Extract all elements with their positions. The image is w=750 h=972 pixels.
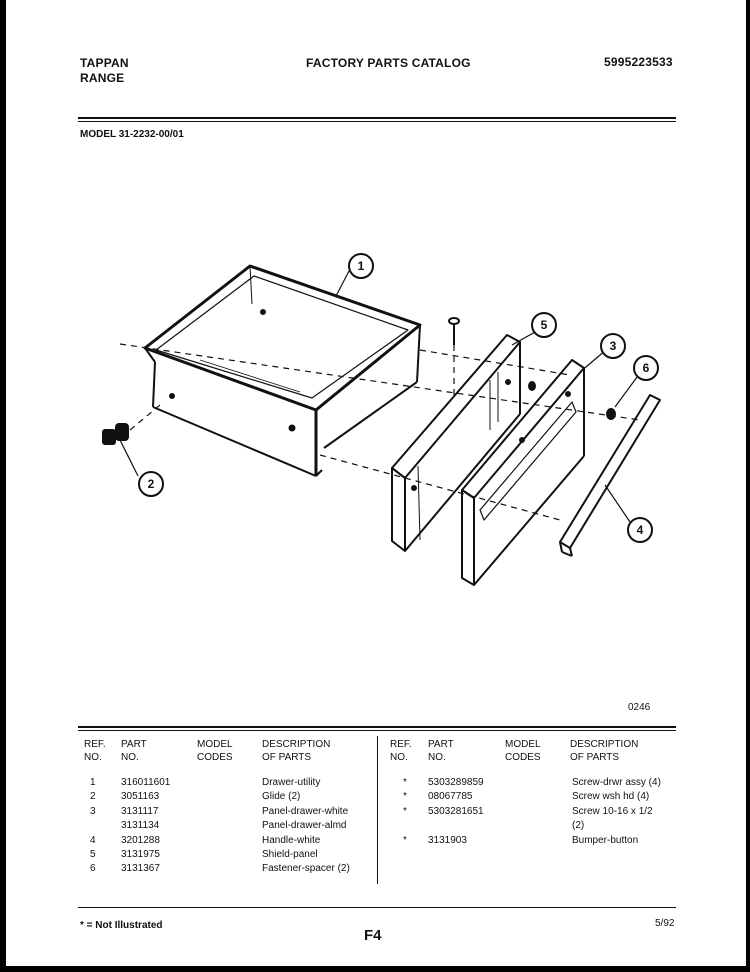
col-ref-header: REF. NO. (84, 739, 106, 763)
model-number: MODEL 31-2232-00/01 (80, 129, 184, 140)
glide-part (103, 424, 128, 444)
cell-desc: Handle-white (262, 834, 321, 846)
cell-desc: Screw wsh hd (4) (572, 791, 650, 803)
drawer-panel-part (462, 360, 584, 585)
fastener-spacer-part (529, 382, 615, 419)
cell-desc: Fastener-spacer (2) (262, 863, 350, 875)
cell-ref: 5 (90, 849, 96, 860)
cell-ref: 2 (90, 791, 96, 803)
cell-desc: Screw-drwr assy (4) (572, 777, 661, 788)
cell-part: 3131134 (121, 820, 160, 832)
callout-label-4: 4 (636, 523, 644, 537)
callout-label-3: 3 (609, 339, 617, 353)
scan-border-bottom (0, 966, 750, 972)
cell-ref: * (403, 834, 407, 846)
col-part-header-right: PART NO. (428, 739, 454, 763)
cell-part: 3131117 (121, 805, 159, 817)
callout-label-1: 1 (357, 259, 365, 273)
cell-desc: Drawer-utility (262, 777, 321, 788)
col-codes-header: MODEL CODES (197, 739, 233, 763)
cell-desc: Bumper-button (572, 834, 639, 846)
cell-ref: 3 (90, 805, 96, 817)
cell-part: 3131975 (121, 849, 160, 860)
screw-part (449, 318, 459, 345)
cell-desc: (2) (572, 820, 585, 832)
brand-line-1: TAPPAN (80, 56, 129, 70)
diagram-code: 0246 (628, 702, 651, 713)
cell-ref: * (403, 777, 407, 788)
cell-part: 3051163 (121, 791, 160, 803)
cell-ref: * (403, 805, 407, 817)
cell-part: 08067785 (428, 791, 473, 803)
cell-part: 3131367 (121, 863, 160, 875)
cell-desc: Panel-drawer-almd (262, 820, 347, 832)
cell-desc: Screw 10-16 x 1/2 (572, 805, 653, 817)
not-illustrated-note: * = Not Illustrated (80, 920, 163, 931)
col-desc-header: DESCRIPTION OF PARTS (262, 739, 331, 763)
cell-part: 5303289859 (428, 777, 484, 788)
cell-part: 5303281651 (428, 805, 484, 817)
cell-desc: Shield-panel (262, 849, 318, 860)
page-number: F4 (364, 927, 382, 944)
col-part-header: PART NO. (121, 739, 147, 763)
cell-part: 3131903 (428, 834, 467, 846)
brand-line-2: RANGE (80, 71, 125, 85)
cell-ref: 1 (90, 777, 96, 788)
cell-part: 316011601 (121, 777, 171, 788)
revision-date: 5/92 (655, 918, 675, 929)
col-ref-header-right: REF. NO. (390, 739, 412, 763)
col-desc-header-right: DESCRIPTION OF PARTS (570, 739, 639, 763)
table-divider (377, 736, 378, 884)
table-rule-bottom (78, 907, 676, 908)
cell-ref: * (403, 791, 407, 803)
cell-desc: Panel-drawer-white (262, 805, 349, 817)
col-codes-header-right: MODEL CODES (505, 739, 541, 763)
table-rule-top-2 (78, 730, 676, 731)
drawer-utility-part (145, 266, 420, 476)
callout-label-6: 6 (642, 361, 650, 375)
cell-desc: Glide (2) (262, 791, 301, 803)
catalog-number: 5995223533 (604, 55, 673, 69)
table-rule-top (78, 726, 676, 728)
callout-label-5: 5 (540, 318, 548, 332)
cell-ref: 6 (90, 863, 96, 875)
catalog-title: FACTORY PARTS CATALOG (306, 56, 471, 70)
cell-part: 3201288 (121, 834, 160, 846)
cell-ref: 4 (90, 834, 96, 846)
callout-label-2: 2 (147, 477, 155, 491)
